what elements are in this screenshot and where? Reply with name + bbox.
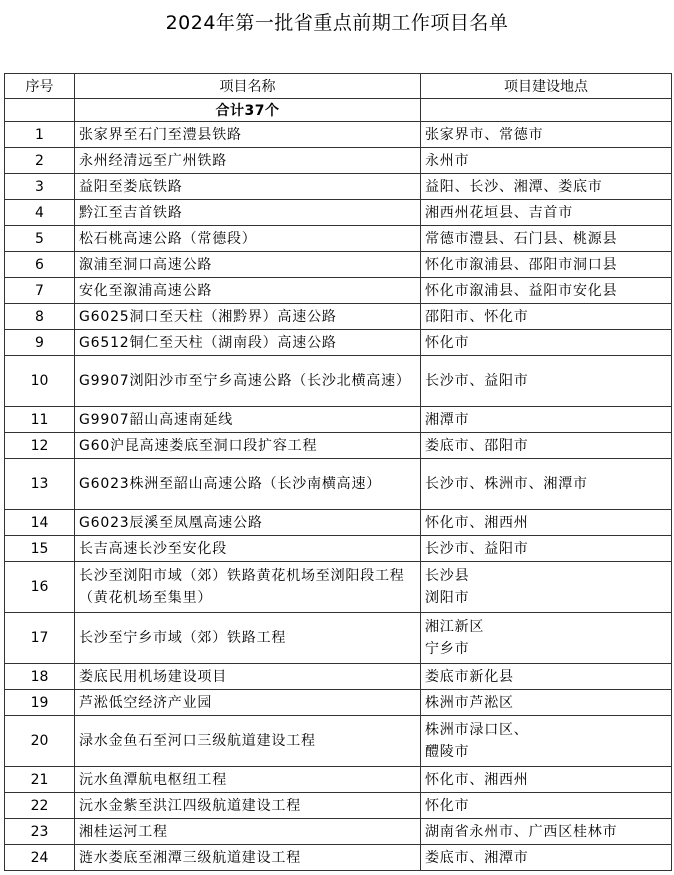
location-line: 醴陵市 — [425, 744, 470, 760]
row-index: 17 — [5, 613, 75, 664]
project-location — [421, 845, 672, 871]
total-empty-cell — [5, 99, 75, 122]
location-line: 娄底市新化县 — [425, 668, 514, 685]
table-row — [5, 433, 672, 459]
project-name: 娄底民用机场建设项目 — [75, 664, 421, 690]
project-location — [421, 226, 672, 252]
project-location — [421, 819, 672, 845]
header-project-name: 项目名称 — [75, 74, 421, 99]
project-name: G6023辰溪至凤凰高速公路 — [75, 510, 421, 536]
table-row — [5, 613, 672, 664]
project-location — [421, 148, 672, 174]
table-row — [5, 510, 672, 536]
project-name: 沅水金紫至洪江四级航道建设工程 — [75, 793, 421, 819]
location-line: 株洲市渌口区、 — [425, 722, 529, 738]
location-line: 常德市澧县、石门县、桃源县 — [425, 230, 618, 247]
location-line: 怀化市溆浦县、邵阳市洞口县 — [425, 256, 618, 273]
project-location — [421, 459, 672, 510]
row-index: 18 — [5, 664, 75, 690]
table-row — [5, 330, 672, 356]
table-row — [5, 562, 672, 613]
location-line: 湘江新区 — [425, 619, 485, 635]
location-line: 怀化市、湘西州 — [425, 514, 529, 531]
project-table — [4, 73, 672, 871]
table-row — [5, 819, 672, 845]
row-index: 24 — [5, 845, 75, 871]
project-location — [421, 536, 672, 562]
project-name: 松石桃高速公路（常德段） — [75, 226, 421, 252]
project-location — [421, 122, 672, 148]
location-line: 长沙市、株洲市、湘潭市 — [425, 476, 588, 492]
location-line: 浏阳市 — [425, 590, 470, 606]
project-location — [421, 330, 672, 356]
row-index: 3 — [5, 174, 75, 200]
row-index: 23 — [5, 819, 75, 845]
row-index: 20 — [5, 716, 75, 767]
row-index: 9 — [5, 330, 75, 356]
table-row — [5, 200, 672, 226]
project-name: G6512铜仁至天柱（湖南段）高速公路 — [75, 330, 421, 356]
row-index: 4 — [5, 200, 75, 226]
project-name: 益阳至娄底铁路 — [75, 174, 421, 200]
location-line: 怀化市溆浦县、益阳市安化县 — [425, 282, 618, 299]
project-name: 湘桂运河工程 — [75, 819, 421, 845]
project-name: 沅水鱼潭航电枢纽工程 — [75, 767, 421, 793]
project-location — [421, 767, 672, 793]
project-location — [421, 407, 672, 433]
project-name: 长吉高速长沙至安化段 — [75, 536, 421, 562]
table-header-row — [5, 74, 672, 99]
location-line: 益阳、长沙、湘潭、娄底市 — [425, 178, 603, 195]
header-location: 项目建设地点 — [421, 74, 672, 99]
location-line: 湘潭市 — [425, 411, 470, 428]
row-index: 16 — [5, 562, 75, 613]
project-name: 渌水金鱼石至河口三级航道建设工程 — [75, 716, 421, 767]
table-row — [5, 767, 672, 793]
row-index: 8 — [5, 304, 75, 330]
project-name: 长沙至浏阳市域（郊）铁路黄花机场至浏阳段工程（黄花机场至集里） — [75, 562, 421, 613]
project-location — [421, 200, 672, 226]
location-line: 长沙县 — [425, 568, 470, 584]
location-line: 邵阳市、怀化市 — [425, 308, 529, 325]
location-line: 宁乡市 — [425, 641, 470, 657]
table-row — [5, 664, 672, 690]
project-name: G6023株洲至韶山高速公路（长沙南横高速） — [75, 459, 421, 510]
project-location — [421, 252, 672, 278]
table-row — [5, 459, 672, 510]
row-index: 21 — [5, 767, 75, 793]
project-name: 张家界至石门至澧县铁路 — [75, 122, 421, 148]
project-location — [421, 304, 672, 330]
location-line: 永州市 — [425, 152, 470, 169]
project-location — [421, 356, 672, 407]
table-row — [5, 252, 672, 278]
project-name: G9907浏阳沙市至宁乡高速公路（长沙北横高速） — [75, 356, 421, 407]
row-index: 15 — [5, 536, 75, 562]
project-name: G6025洞口至天柱（湘黔界）高速公路 — [75, 304, 421, 330]
table-row — [5, 226, 672, 252]
project-name: 溆浦至洞口高速公路 — [75, 252, 421, 278]
project-name: 涟水娄底至湘潭三级航道建设工程 — [75, 845, 421, 871]
project-name: 黔江至吉首铁路 — [75, 200, 421, 226]
location-line: 张家界市、常德市 — [425, 126, 544, 143]
project-location — [421, 433, 672, 459]
location-line: 娄底市、邵阳市 — [425, 437, 529, 454]
row-index: 13 — [5, 459, 75, 510]
project-name: 安化至溆浦高速公路 — [75, 278, 421, 304]
project-name: G60沪昆高速娄底至洞口段扩容工程 — [75, 433, 421, 459]
row-index: 5 — [5, 226, 75, 252]
location-line: 怀化市、湘西州 — [425, 771, 529, 788]
table-row — [5, 148, 672, 174]
project-location — [421, 664, 672, 690]
row-index: 10 — [5, 356, 75, 407]
project-location — [421, 690, 672, 716]
table-row — [5, 716, 672, 767]
project-name: 长沙至宁乡市域（郊）铁路工程 — [75, 613, 421, 664]
row-index: 7 — [5, 278, 75, 304]
project-location — [421, 562, 672, 613]
table-row — [5, 407, 672, 433]
project-name: 芦淞低空经济产业园 — [75, 690, 421, 716]
row-index: 1 — [5, 122, 75, 148]
location-line: 湖南省永州市、广西区桂林市 — [425, 823, 618, 840]
row-index: 22 — [5, 793, 75, 819]
table-row — [5, 793, 672, 819]
row-index: 14 — [5, 510, 75, 536]
location-line: 怀化市 — [425, 334, 470, 351]
project-name: 永州经清远至广州铁路 — [75, 148, 421, 174]
table-row — [5, 174, 672, 200]
page-title: 2024年第一批省重点前期工作项目名单 — [165, 12, 509, 34]
project-location — [421, 716, 672, 767]
row-index: 12 — [5, 433, 75, 459]
location-line: 娄底市、湘潭市 — [425, 849, 529, 866]
total-label: 合计37个 — [75, 99, 421, 122]
project-location — [421, 510, 672, 536]
table-row — [5, 536, 672, 562]
location-line: 湘西州花垣县、吉首市 — [425, 204, 573, 221]
location-line: 长沙市、益阳市 — [425, 540, 529, 557]
table-row — [5, 122, 672, 148]
table-row — [5, 356, 672, 407]
location-line: 怀化市 — [425, 797, 470, 814]
header-index: 序号 — [5, 74, 75, 99]
table-row — [5, 304, 672, 330]
total-empty-cell — [421, 99, 672, 122]
row-index: 6 — [5, 252, 75, 278]
table-row — [5, 690, 672, 716]
project-location — [421, 613, 672, 664]
row-index: 2 — [5, 148, 75, 174]
table-row — [5, 845, 672, 871]
row-index: 19 — [5, 690, 75, 716]
project-location — [421, 793, 672, 819]
total-row — [5, 99, 672, 122]
project-location — [421, 174, 672, 200]
project-location — [421, 278, 672, 304]
row-index: 11 — [5, 407, 75, 433]
location-line: 长沙市、益阳市 — [425, 373, 529, 389]
table-row — [5, 278, 672, 304]
project-name: G9907韶山高速南延线 — [75, 407, 421, 433]
location-line: 株洲市芦淞区 — [425, 694, 514, 711]
